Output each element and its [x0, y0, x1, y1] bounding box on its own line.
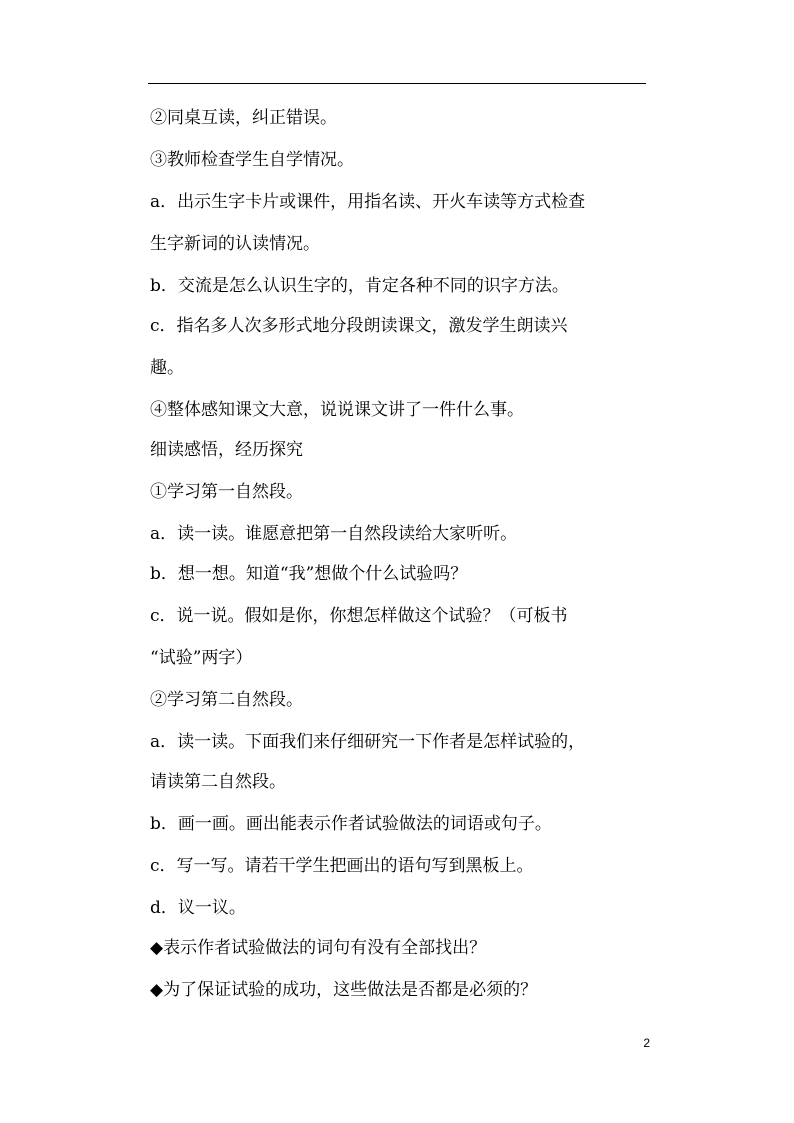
text-line: 生字新词的认读情况。	[150, 234, 320, 254]
text-line: d．议一议。	[150, 898, 246, 918]
text-line: ②学习第二自然段。	[150, 690, 303, 710]
text-line: 趣。	[150, 358, 184, 378]
bullet-line: ◆为了保证试验的成功，这些做法是否都是必须的？	[150, 980, 538, 1000]
text-line: ①学习第一自然段。	[150, 482, 303, 502]
text-line: ②同桌互读，纠正错误。	[150, 108, 337, 128]
page-number: 2	[643, 1036, 650, 1050]
text-line: b．画一画。画出能表示作者试验做法的词语或句子。	[150, 814, 552, 834]
text-line: 请读第二自然段。	[150, 772, 286, 792]
header-rule	[148, 83, 646, 84]
text-line: b．交流是怎么认识生字的，肯定各种不同的识字方法。	[150, 276, 569, 296]
text-line: c．写一写。请若干学生把画出的语句写到黑板上。	[150, 856, 534, 876]
text-line: a．读一读。下面我们来仔细研究一下作者是怎样试验的，	[150, 732, 586, 752]
text-line: a．出示生字卡片或课件，用指名读、开火车读等方式检查	[150, 192, 586, 212]
text-line: “试验”两字）	[150, 648, 253, 668]
text-line: a．读一读。谁愿意把第一自然段读给大家听听。	[150, 524, 518, 544]
text-line: ④整体感知课文大意，说说课文讲了一件什么事。	[150, 400, 524, 420]
section-heading: 细读感悟，经历探究	[150, 440, 303, 460]
text-line: c．指名多人次多形式地分段朗读课文，激发学生朗读兴	[150, 316, 568, 336]
bullet-line: ◆表示作者试验做法的词句有没有全部找出？	[150, 938, 487, 958]
text-line: b．想一想。知道“我”想做个什么试验吗？	[150, 564, 468, 584]
text-line: ③教师检查学生自学情况。	[150, 150, 354, 170]
text-line: c．说一说。假如是你，你想怎样做这个试验？（可板书	[150, 606, 568, 626]
